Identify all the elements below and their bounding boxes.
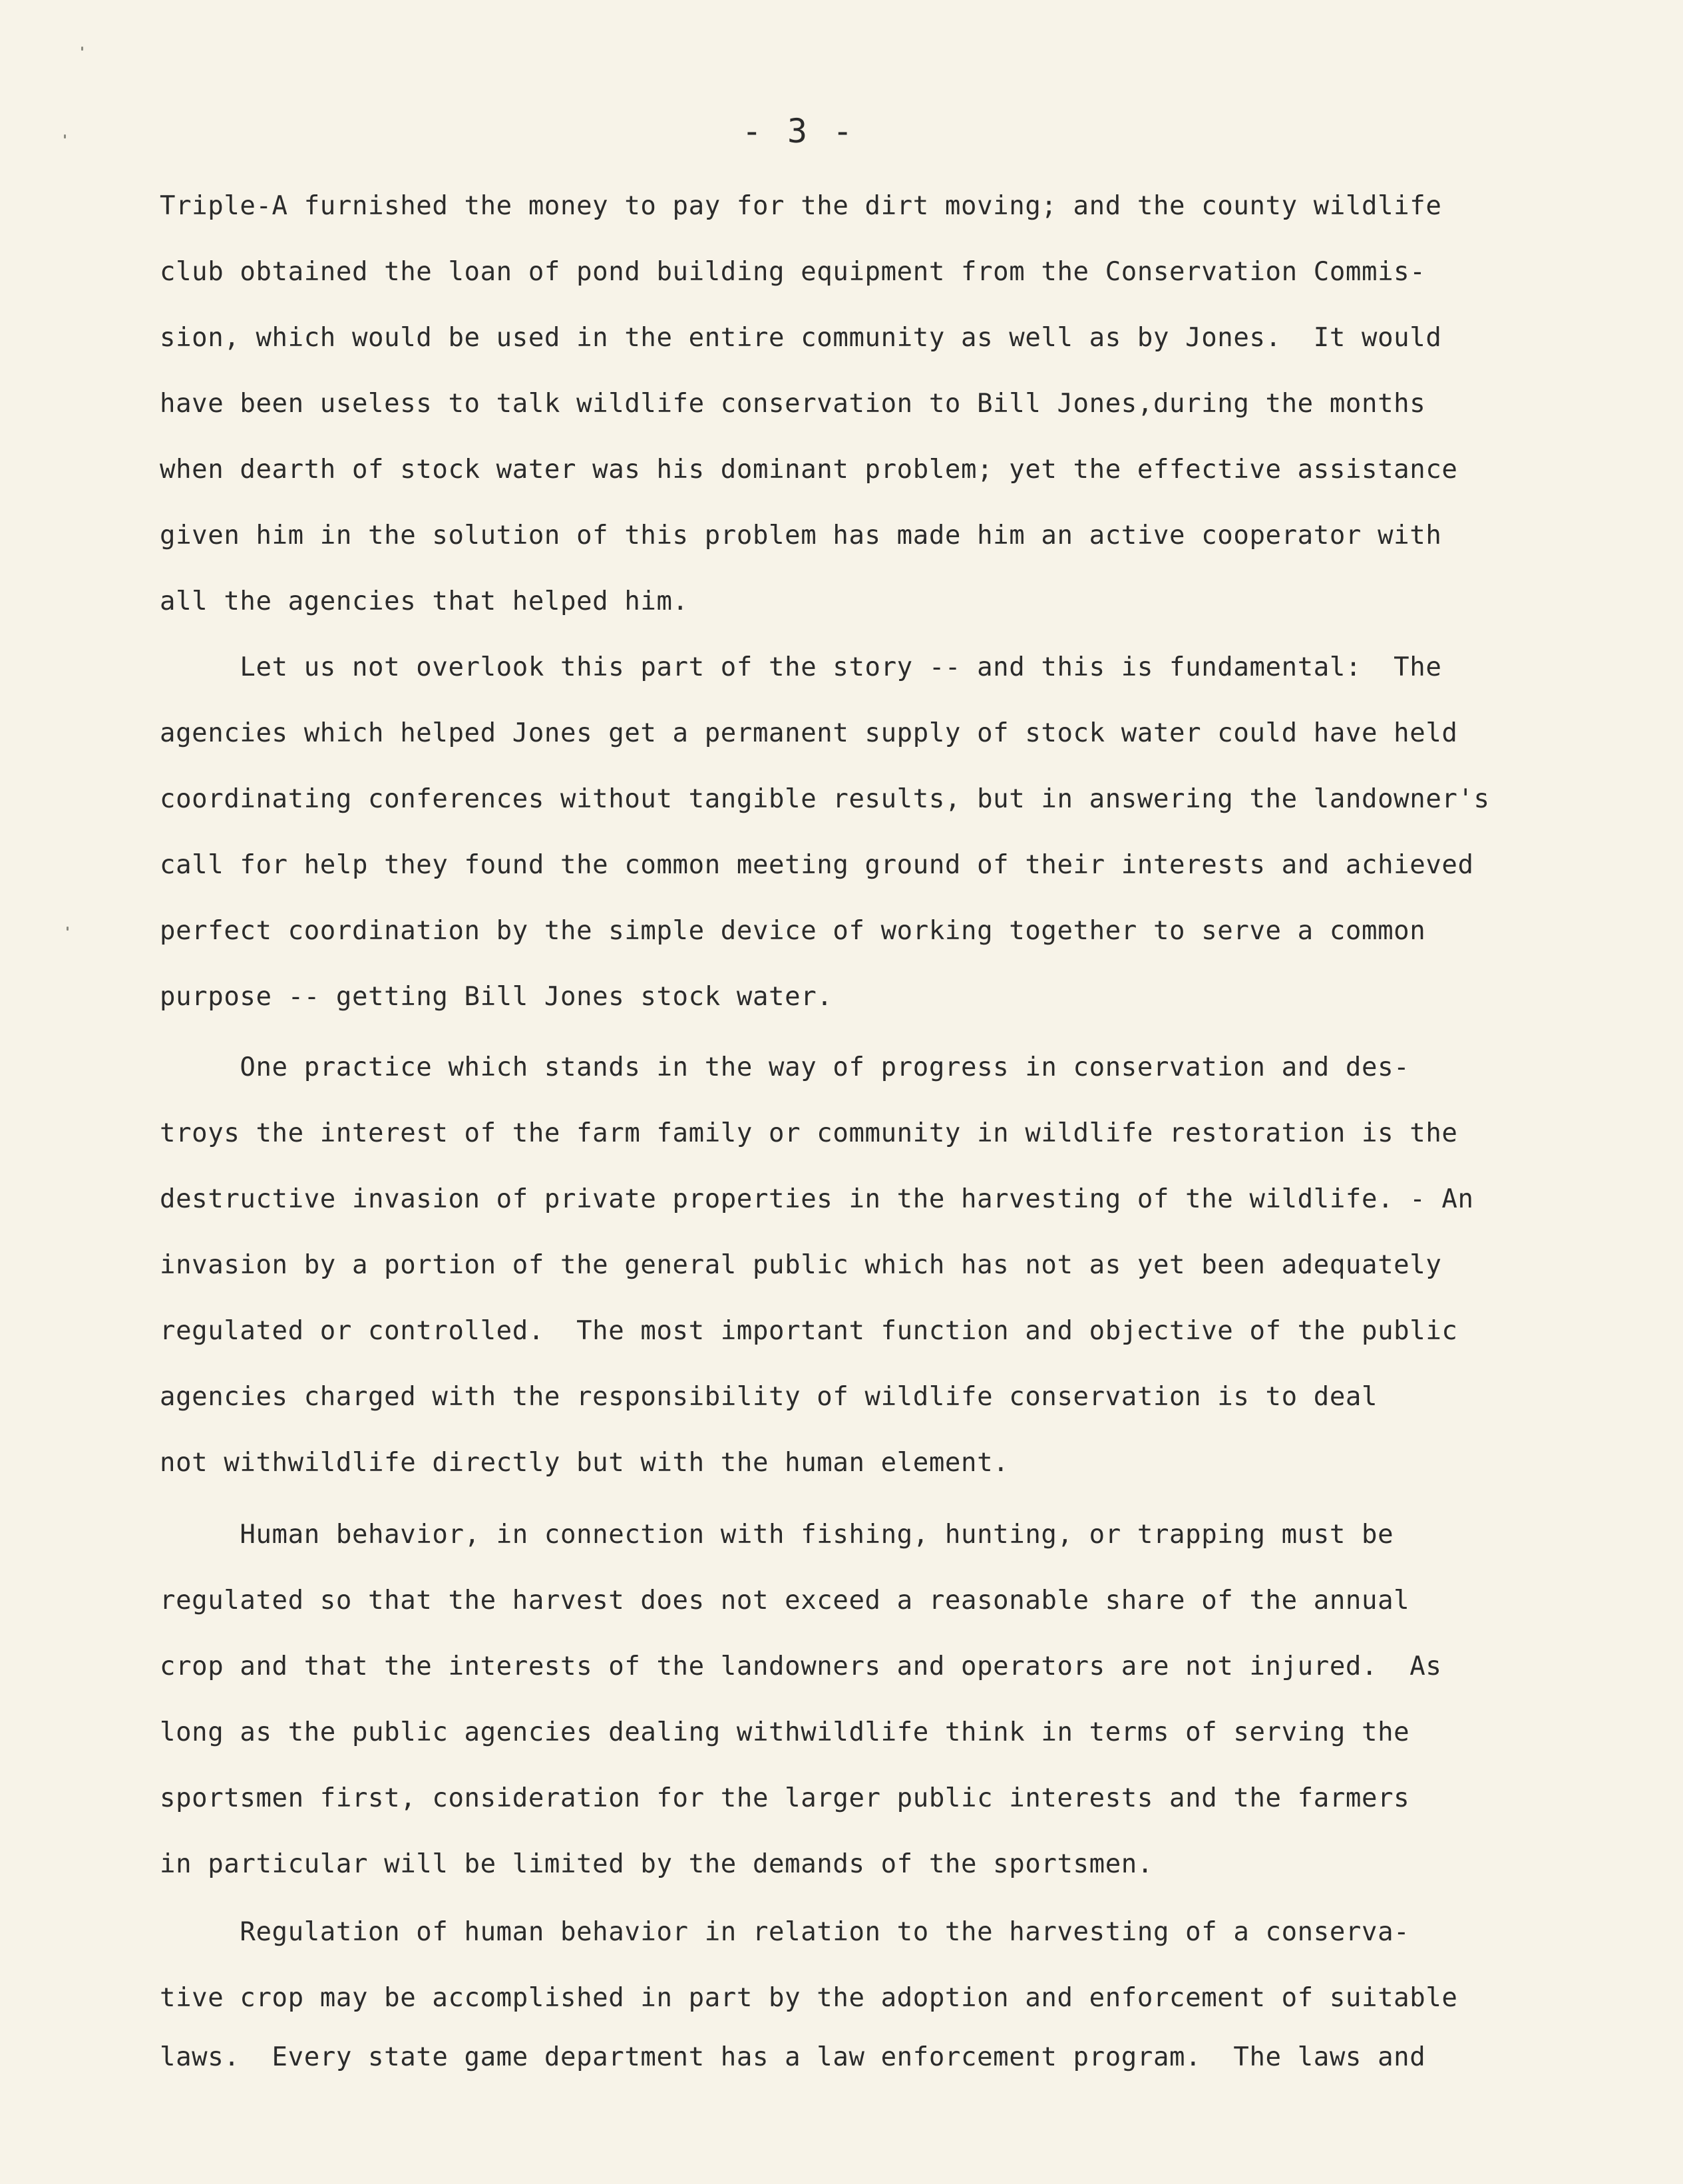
text-line: crop and that the interests of the landowners and operators are not injured. As: [160, 1651, 1442, 1681]
text-line: Regulation of human behavior in relation to the harvesting of a conserva-: [160, 1917, 1410, 1947]
text-line: laws. Every state game department has a law enforcement program. The laws and: [160, 2042, 1426, 2072]
paper-speck: [64, 134, 66, 138]
text-line: agencies which helped Jones get a permanent supply of stock water could have held: [160, 718, 1458, 748]
page-number: - 3 -: [741, 112, 856, 150]
paper-speck: [67, 927, 69, 931]
text-line: Triple-A furnished the money to pay for the dirt moving; and the county wildlife: [160, 191, 1442, 221]
text-line: One practice which stands in the way of progress in conservation and des-: [160, 1052, 1410, 1082]
text-line: destructive invasion of private properties in the harvesting of the wildlife. - An: [160, 1184, 1474, 1214]
text-line: coordinating conferences without tangible results, but in answering the landowner's: [160, 784, 1490, 814]
text-line: sion, which would be used in the entire community as well as by Jones. It would: [160, 323, 1442, 353]
text-line: troys the interest of the farm family or community in wildlife restoration is the: [160, 1118, 1458, 1148]
text-line: purpose -- getting Bill Jones stock water.: [160, 982, 833, 1012]
text-line: have been useless to talk wildlife conservation to Bill Jones,during the months: [160, 389, 1426, 419]
text-line: when dearth of stock water was his dominant problem; yet the effective assistance: [160, 455, 1458, 485]
text-line: perfect coordination by the simple device of working together to serve a common: [160, 916, 1426, 946]
text-line: call for help they found the common meeting ground of their interests and achieved: [160, 850, 1474, 880]
text-line: regulated so that the harvest does not exceed a reasonable share of the annual: [160, 1586, 1410, 1616]
text-line: Let us not overlook this part of the story -- and this is fundamental: The: [160, 652, 1442, 682]
text-line: regulated or controlled. The most important function and objective of the public: [160, 1316, 1458, 1346]
text-line: sportsmen first, consideration for the larger public interests and the farmers: [160, 1783, 1410, 1813]
text-line: invasion by a portion of the general public which has not as yet been adequately: [160, 1250, 1442, 1280]
paper-speck: [81, 47, 83, 51]
text-line: Human behavior, in connection with fishing, hunting, or trapping must be: [160, 1520, 1394, 1550]
text-line: not withwildlife directly but with the human element.: [160, 1448, 1010, 1478]
text-line: club obtained the loan of pond building equipment from the Conservation Commis-: [160, 257, 1426, 287]
text-line: all the agencies that helped him.: [160, 586, 689, 616]
text-line: long as the public agencies dealing withwildlife think in terms of serving the: [160, 1717, 1410, 1747]
text-line: given him in the solution of this problem has made him an active cooperator with: [160, 521, 1442, 550]
text-line: in particular will be limited by the demands of the sportsmen.: [160, 1849, 1153, 1879]
text-line: agencies charged with the responsibility of wildlife conservation is to deal: [160, 1382, 1378, 1412]
text-line: tive crop may be accomplished in part by the adoption and enforcement of suitable: [160, 1983, 1458, 2013]
